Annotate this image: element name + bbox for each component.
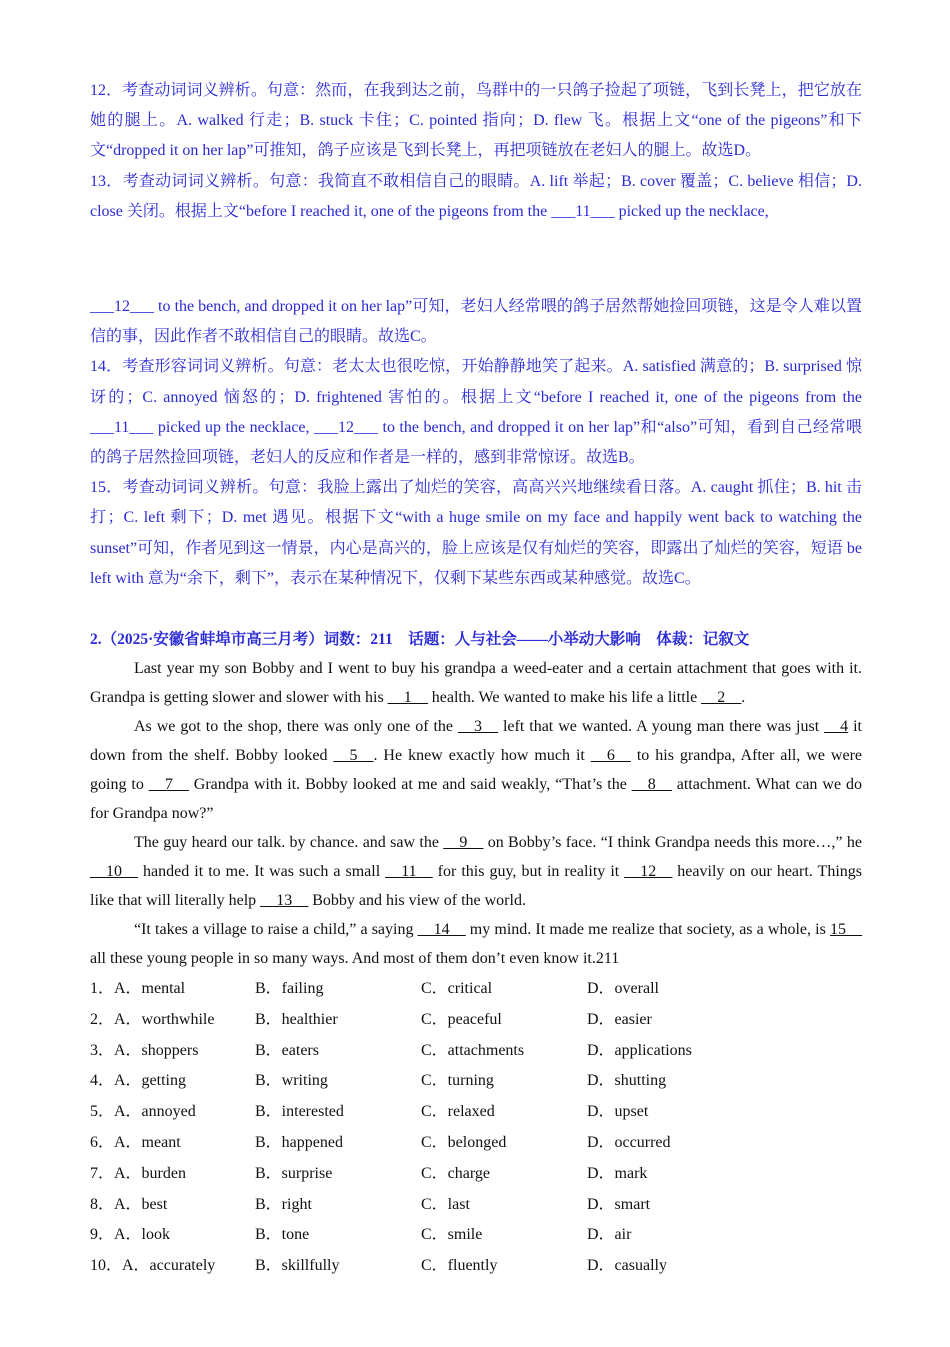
option-d: D．mark <box>587 1164 648 1182</box>
passage-paragraph-3 <box>90 828 862 915</box>
option-c: C．relaxed <box>421 1103 495 1121</box>
option-d: D．shutting <box>587 1072 667 1090</box>
option-a: 4．A．getting <box>90 1072 186 1090</box>
option-d: D．smart <box>587 1195 651 1213</box>
option-c: C．last <box>421 1195 470 1213</box>
explanation-12: 12．考查动词词义辨析。句意：然而，在我到达之前，鸟群中的一只鸽子捡起了项链，飞到长凳上，把它放在她的腿上。A. walked 行走；B. stuck 卡住；C. pointed 指向；D. flew 飞。根据上文“one of the pigeons”和下文“dropped it on her lap”可推知，鸽子应该是飞到长凳上，再把项链放在老妇人的腿上。故选D。 <box>90 82 862 160</box>
option-a: 3．A．shoppers <box>90 1041 199 1059</box>
blank-11: __11__ <box>385 863 433 880</box>
passage-text: . He knew exactly how much it <box>373 747 591 764</box>
blank-15: 15__ <box>830 921 863 938</box>
explanation-13-continued: ___12___ to the bench, and dropped it on her lap”可知，老妇人经常喂的鸽子居然帮她捡回项链，这是令人难以置信的事，因此作者不敢相信自己的眼睛。故选C。 <box>90 298 862 346</box>
option-b: B．failing <box>255 980 324 997</box>
passage-text: it down from the shelf. Bobby looked <box>90 718 862 764</box>
option-d: D．occurred <box>587 1133 671 1151</box>
option-d: D．applications <box>587 1041 692 1059</box>
question-heading: 2.（2025·安徽省蚌埠市高三月考）词数：211 话题：人与社会——小举动大影响 体裁：记叙文 <box>90 631 750 648</box>
option-row-1 <box>90 974 862 1005</box>
option-d: D．air <box>587 1226 632 1244</box>
option-c: C．critical <box>421 980 493 997</box>
option-d: D．casually <box>587 1257 667 1275</box>
passage-text: heavily on our heart. Things like that will literally help <box>90 863 862 909</box>
option-row-10 <box>90 1251 862 1282</box>
passage-text: for this guy, but in reality it <box>432 863 625 880</box>
blank-8: __8__ <box>631 776 672 793</box>
option-c: C．fluently <box>421 1257 498 1275</box>
blank-4: __4 <box>824 718 849 735</box>
option-row-5 <box>90 1097 862 1128</box>
blank-14: __14__ <box>417 921 466 938</box>
passage-paragraph-1 <box>90 654 862 712</box>
option-b: B．surprise <box>255 1164 333 1182</box>
passage-text: Last year my son Bobby and I went to buy his grandpa a weed-eater and a certain attachment that goes with it. Grandpa is getting slower and slower with his <box>90 660 862 706</box>
option-c: C．charge <box>421 1164 491 1182</box>
blank-6: __6__ <box>590 747 631 764</box>
answer-options <box>90 974 862 1282</box>
option-row-3 <box>90 1036 862 1067</box>
blank-12: __12__ <box>624 863 673 880</box>
passage-text: health. We wanted to make his life a little <box>427 689 702 706</box>
passage-paragraph-4 <box>90 915 862 973</box>
option-row-6 <box>90 1128 862 1159</box>
blank-1: __1__ <box>387 689 428 706</box>
blank-3: __3__ <box>458 718 498 735</box>
explanation-13: 13．考查动词词义辨析。句意：我简直不敢相信自己的眼睛。A. lift 举起；B. cover 覆盖；C. believe 相信；D. close 关闭。根据上文“before I reached it, one of the pigeons from the ___11___ picked up the necklace, <box>90 172 862 220</box>
passage-text: . <box>741 689 746 706</box>
option-b: B．right <box>255 1195 312 1213</box>
explanations-part-b <box>90 292 862 594</box>
option-d: D．easier <box>587 1010 652 1028</box>
passage-text: all these young people in so many ways. And most of them don’t even know it.211 <box>90 950 620 967</box>
option-a: 8．A．best <box>90 1195 168 1213</box>
explanations-part-a <box>90 76 862 227</box>
option-row-7 <box>90 1159 862 1190</box>
option-c: C．peaceful <box>421 1010 502 1028</box>
option-row-8 <box>90 1190 862 1221</box>
option-row-9 <box>90 1220 862 1251</box>
blank-13: __13__ <box>260 892 309 909</box>
passage-text: on Bobby’s face. “I think Grandpa needs this more…,” he <box>483 834 862 851</box>
option-row-4 <box>90 1066 862 1097</box>
option-a: 5．A．annoyed <box>90 1103 196 1121</box>
cloze-passage <box>90 654 862 973</box>
option-c: C．smile <box>421 1226 483 1244</box>
passage-text: Bobby and his view of the world. <box>308 892 526 909</box>
option-a: 7．A．burden <box>90 1164 186 1182</box>
passage-text: The guy heard our talk. by chance. and saw the <box>134 834 444 851</box>
passage-text: As we got to the shop, there was only one of the <box>134 718 458 735</box>
blank-5: __5__ <box>333 747 374 764</box>
explanation-14: 14．考查形容词词义辨析。句意：老太太也很吃惊，开始静静地笑了起来。A. satisfied 满意的；B. surprised 惊讶的；C. annoyed 恼怒的；D. frightened 害怕的。根据上文“before I reached it, one of the pigeons from the ___11___ picked up the necklace, ___12___ to the bench, and dropped it on her lap”和“also”可知，看到自己经常喂的鸽子居然捡回项链，老妇人的反应和作者是一样的，感到非常惊讶。故选B。 <box>90 358 862 467</box>
passage-text: left that we wanted. A young man there was just <box>498 718 825 735</box>
passage-text: my mind. It made me realize that society, as a whole, is <box>465 921 831 938</box>
option-a: 10．A．accurately <box>90 1257 216 1275</box>
option-row-2 <box>90 1005 862 1036</box>
passage-text: “It takes a village to raise a child,” a saying <box>134 921 418 938</box>
option-a: 2．A．worthwhile <box>90 1010 215 1028</box>
blank-2: __2__ <box>701 689 742 706</box>
blank-7: __7__ <box>148 776 189 793</box>
option-d: D．overall <box>587 980 659 997</box>
option-b: B．interested <box>255 1103 344 1121</box>
option-a: 9．A．look <box>90 1226 171 1244</box>
option-b: B．eaters <box>255 1041 319 1059</box>
option-c: C．belonged <box>421 1133 507 1151</box>
passage-text: Grandpa with it. Bobby looked at me and said weakly, “That’s the <box>188 776 632 793</box>
option-b: B．tone <box>255 1226 310 1244</box>
option-c: C．turning <box>421 1072 494 1090</box>
explanation-15: 15．考查动词词义辨析。句意：我脸上露出了灿烂的笑容，高高兴兴地继续看日落。A. caught 抓住；B. hit 击打；C. left 剩下；D. met 遇见。根据下文“with a huge smile on my face and happily went back to watching the sunset”可知，作者见到这一情景，内心是高兴的，脸上应该是仅有灿烂的笑容，即露出了灿烂的笑容，短语 be left with 意为“余下，剩下”，表示在某种情况下，仅剩下某些东西或某种感觉。故选C。 <box>90 479 862 587</box>
option-d: D．upset <box>587 1103 649 1121</box>
blank-10: __10__ <box>90 863 138 880</box>
option-b: B．skillfully <box>255 1257 340 1275</box>
passage-text: attachment. What can we do for Grandpa now?” <box>90 776 863 822</box>
option-c: C．attachments <box>421 1041 525 1059</box>
passage-paragraph-2 <box>90 712 862 828</box>
blank-9: __9__ <box>443 834 484 851</box>
option-a: 1．A．mental <box>90 980 186 997</box>
option-b: B．writing <box>255 1072 328 1090</box>
passage-text: handed it to me. It was such a small <box>138 863 386 880</box>
option-b: B．healthier <box>255 1010 338 1028</box>
option-b: B．happened <box>255 1133 343 1151</box>
option-a: 6．A．meant <box>90 1133 181 1151</box>
passage-text: to his grandpa, After all, we were going to <box>90 747 862 793</box>
